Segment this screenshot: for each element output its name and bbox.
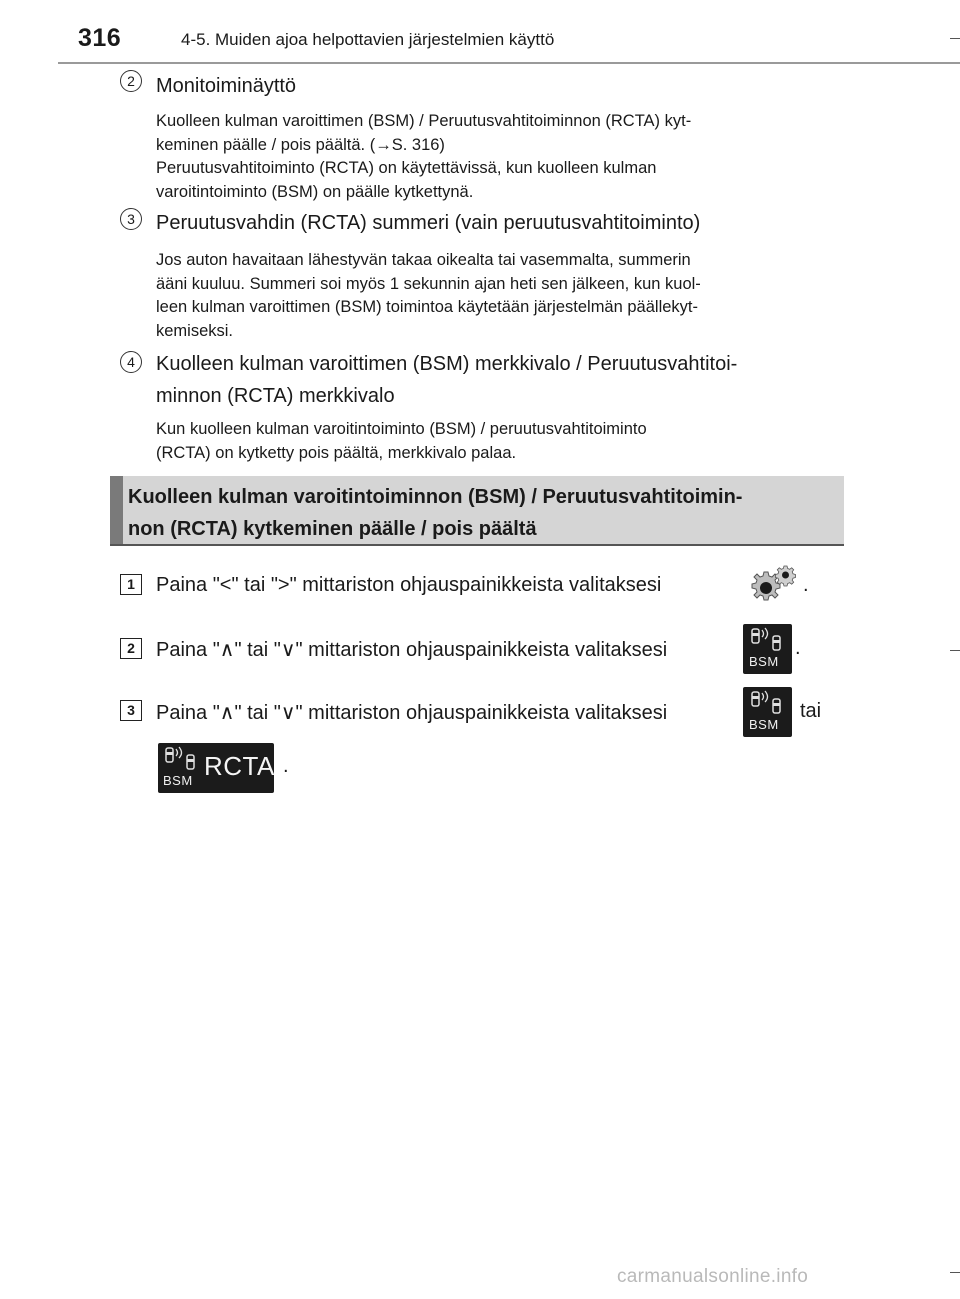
heading-line: Kuolleen kulman varoittimen (BSM) merkkivalo / Peruutusvahtitoi-	[156, 353, 738, 375]
paragraph-line: ääni kuuluu. Summeri soi myös 1 sekunnin ajan heti sen jälkeen, kun kuol-	[156, 274, 701, 293]
section-header-bar	[110, 476, 123, 544]
paragraph-line: varoitintoiminto (BSM) on päälle kytkettynä.	[156, 182, 474, 201]
section-title-line: non (RCTA) kytkeminen päälle / pois päältä	[128, 518, 537, 540]
step-text: Paina "∧" tai "∨" mittariston ohjauspainikkeista valitaksesi	[156, 639, 668, 661]
step-number: 3	[120, 700, 142, 721]
paragraph-line: leen kulman varoittimen (BSM) toimintoa käytetään järjestelmän päällekyt-	[156, 298, 698, 316]
item-marker: 2	[120, 70, 142, 92]
section-title	[128, 481, 828, 545]
paragraph-line: Kuolleen kulman varoittimen (BSM) / Peruutusvahtitoiminnon (RCTA) kyt-	[156, 112, 692, 130]
step-trailing: .	[795, 637, 801, 659]
bsm-icon	[743, 624, 792, 674]
watermark: carmanualsonline.info	[617, 1266, 809, 1287]
bsm-icon-label: BSM	[749, 654, 779, 669]
heading-line: minnon (RCTA) merkkivalo	[156, 385, 395, 407]
paragraph-line: kemiseksi.	[156, 321, 234, 340]
step-end: .	[283, 755, 289, 777]
crop-mark	[950, 1272, 960, 1273]
paragraph-line: keminen päälle / pois päältä. (→S. 316)	[156, 135, 445, 154]
item-paragraph	[156, 110, 837, 204]
step-text: Paina "∧" tai "∨" mittariston ohjauspainikkeista valitaksesi	[156, 702, 668, 724]
item-paragraph	[156, 418, 837, 465]
crop-mark	[950, 650, 960, 651]
rcta-icon-label: RCTA	[204, 751, 275, 781]
paragraph-line: Kun kuolleen kulman varoitintoiminto (BSM) / peruutusvahtitoiminto	[156, 420, 647, 438]
item-paragraph	[156, 249, 837, 343]
bsm-icon-label: BSM	[163, 773, 193, 788]
header-rule	[58, 62, 960, 64]
bsm-rcta-icon	[158, 743, 274, 793]
bsm-icon-label: BSM	[749, 717, 779, 732]
step-number: 2	[120, 638, 142, 659]
item-heading: Monitoiminäyttö	[156, 75, 297, 97]
item-marker: 4	[120, 351, 142, 373]
paragraph-line: Peruutusvahtitoiminto (RCTA) on käytettävissä, kun kuolleen kulman	[156, 159, 657, 177]
page-number: 316	[78, 24, 122, 52]
item-heading: Peruutusvahdin (RCTA) summeri (vain peruutusvahtitoiminto)	[156, 212, 701, 234]
item-heading	[156, 348, 837, 412]
paragraph-line: (RCTA) on kytketty pois päältä, merkkivalo palaa.	[156, 443, 517, 462]
crop-mark	[950, 38, 960, 39]
paragraph-line: Jos auton havaitaan lähestyvän takaa oikealta tai vasemmalta, summerin	[156, 251, 691, 269]
section-title-line: Kuolleen kulman varoitintoiminnon (BSM) / Peruutusvahtitoimin-	[128, 486, 743, 508]
step-trailing: .	[803, 574, 809, 596]
bsm-icon	[743, 687, 792, 737]
step-number: 1	[120, 574, 142, 595]
step-text: Paina "<" tai ">" mittariston ohjauspainikkeista valitaksesi	[156, 574, 662, 596]
step-trailing: tai	[800, 700, 822, 722]
item-marker: 3	[120, 208, 142, 230]
chapter-title: 4-5. Muiden ajoa helpottavien järjestelmien käyttö	[181, 30, 555, 49]
settings-gear-icon	[744, 562, 800, 610]
